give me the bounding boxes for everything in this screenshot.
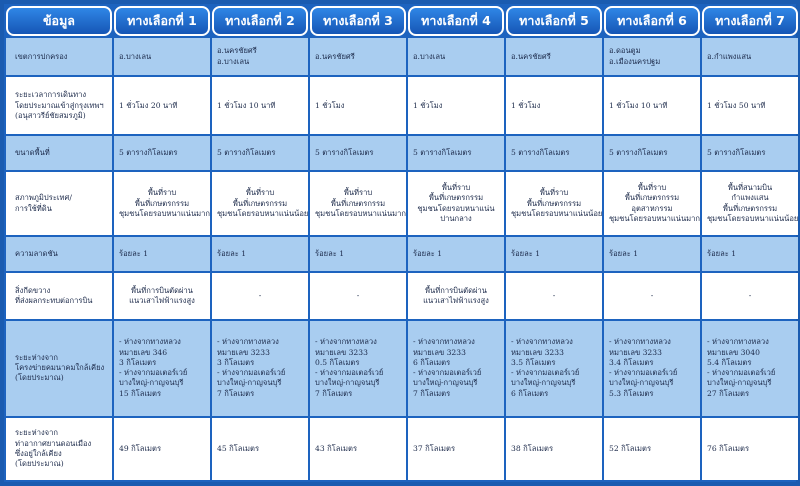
- cell-line: พื้นที่เกษตรกรรม: [232, 198, 288, 208]
- cell-line: 43 กิโลเมตร: [315, 443, 358, 453]
- cell-line: กำแพงแสน: [731, 193, 769, 203]
- cell-line: หมายเลข 3233: [609, 347, 662, 357]
- row-area: [6, 136, 798, 170]
- cell-line: 1 ชั่วโมง 20 นาที: [119, 100, 178, 110]
- cell-line: -: [356, 290, 360, 300]
- cell-line: อ.กำแพงแสน: [707, 51, 752, 61]
- cell-line: 5 ตารางกิโลเมตร: [119, 147, 178, 157]
- header-option-6: ทางเลือกที่ 6: [604, 6, 700, 36]
- cell-line: ร้อยละ 1: [217, 249, 247, 259]
- cell-obstacles-option-1: [114, 273, 210, 318]
- cell-terrain-option-5: [506, 172, 602, 235]
- cell-district-option-5: [506, 38, 602, 75]
- cell-distance-option-6: [604, 418, 700, 480]
- cell-line: - ห่างจากมอเตอร์เวย์: [217, 368, 286, 378]
- row-label-line: (โดยประมาณ): [15, 373, 64, 383]
- cell-line: 7 กิโลเมตร: [217, 388, 255, 398]
- cell-distance-option-3: [310, 418, 406, 480]
- cell-area-option-1: [114, 136, 210, 170]
- cell-line: พื้นที่เกษตรกรรม: [624, 193, 680, 203]
- row-label-line: เขตการปกครอง: [15, 51, 68, 61]
- cell-line: - ห่างจากมอเตอร์เวย์: [609, 368, 678, 378]
- cell-line: - ห่างจากทางหลวง: [413, 337, 475, 347]
- cell-line: อุตสาหกรรม: [631, 203, 673, 213]
- cell-line: ร้อยละ 1: [315, 249, 345, 259]
- cell-travel-time-option-4: [408, 77, 504, 134]
- site-comparison-table: [4, 4, 800, 482]
- cell-line: - ห่างจากทางหลวง: [217, 337, 279, 347]
- cell-line: 7 กิโลเมตร: [315, 388, 353, 398]
- cell-line: บางใหญ่-กาญจนบุรี: [119, 378, 184, 388]
- cell-transport-option-2: [212, 321, 308, 416]
- row-transport: [6, 321, 798, 416]
- cell-line: อ.นครชัยศรี: [217, 46, 257, 56]
- cell-line: บางใหญ่-กาญจนบุรี: [315, 378, 380, 388]
- cell-line: 1 ชั่วโมง 10 นาที: [217, 100, 276, 110]
- cell-slope-option-2: [212, 237, 308, 271]
- cell-line: อ.นครชัยศรี: [511, 51, 551, 61]
- cell-line: - ห่างจากมอเตอร์เวย์: [413, 368, 482, 378]
- cell-line: ชุมชนโดยรอบหนาแน่นมาก: [609, 213, 700, 223]
- row-label-line: ซึ่งอยู่ใกล้เคียง: [15, 448, 62, 458]
- cell-line: 5 ตารางกิโลเมตร: [511, 147, 570, 157]
- cell-line: 6 กิโลเมตร: [413, 357, 451, 367]
- header-row: [6, 6, 798, 36]
- row-label-distance: [6, 418, 112, 480]
- cell-line: - ห่างจากมอเตอร์เวย์: [511, 368, 580, 378]
- cell-district-option-2: [212, 38, 308, 75]
- cell-terrain-option-1: [114, 172, 210, 235]
- comparison-table-frame: [4, 4, 796, 482]
- cell-district-option-4: [408, 38, 504, 75]
- cell-distance-option-5: [506, 418, 602, 480]
- cell-travel-time-option-5: [506, 77, 602, 134]
- cell-line: -: [650, 290, 654, 300]
- cell-line: - ห่างจากมอเตอร์เวย์: [119, 368, 188, 378]
- cell-line: 3.4 กิโลเมตร: [609, 357, 654, 367]
- cell-terrain-option-3: [310, 172, 406, 235]
- cell-line: 52 กิโลเมตร: [609, 443, 652, 453]
- row-label-line: สภาพภูมิประเทศ/: [15, 193, 72, 203]
- cell-line: หมายเลข 3233: [217, 347, 270, 357]
- cell-line: - ห่างจากทางหลวง: [119, 337, 181, 347]
- cell-line: ชุมชนโดยรอบหนาแน่นน้อย: [511, 208, 602, 218]
- cell-slope-option-6: [604, 237, 700, 271]
- row-label-line: ท่าอากาศยานดอนเมือง: [15, 438, 92, 448]
- cell-line: อ.เมืองนครปฐม: [609, 56, 661, 66]
- row-label-area: [6, 136, 112, 170]
- cell-travel-time-option-7: [702, 77, 798, 134]
- row-label-travel-time: [6, 77, 112, 134]
- cell-line: บางใหญ่-กาญจนบุรี: [217, 378, 282, 388]
- cell-obstacles-option-2: [212, 273, 308, 318]
- cell-line: แนวเสาไฟฟ้าแรงสูง: [129, 295, 195, 305]
- cell-area-option-4: [408, 136, 504, 170]
- cell-slope-option-7: [702, 237, 798, 271]
- cell-line: หมายเลข 3233: [413, 347, 466, 357]
- cell-district-option-1: [114, 38, 210, 75]
- cell-distance-option-7: [702, 418, 798, 480]
- cell-obstacles-option-6: [604, 273, 700, 318]
- cell-line: หมายเลข 3233: [511, 347, 564, 357]
- header-option-2: ทางเลือกที่ 2: [212, 6, 308, 36]
- cell-line: ร้อยละ 1: [707, 249, 737, 259]
- cell-obstacles-option-7: [702, 273, 798, 318]
- cell-distance-option-1: [114, 418, 210, 480]
- cell-district-option-7: [702, 38, 798, 75]
- cell-line: พื้นที่เกษตรกรรม: [330, 198, 386, 208]
- row-obstacles: [6, 273, 798, 318]
- cell-slope-option-1: [114, 237, 210, 271]
- cell-line: 5.3 กิโลเมตร: [609, 388, 654, 398]
- cell-district-option-6: [604, 38, 700, 75]
- cell-line: อ.บางเลน: [413, 51, 446, 61]
- cell-line: พื้นที่เกษตรกรรม: [526, 198, 582, 208]
- row-label-obstacles: [6, 273, 112, 318]
- row-label-line: ความลาดชัน: [15, 249, 58, 259]
- row-terrain: [6, 172, 798, 235]
- cell-line: หมายเลข 346: [119, 347, 168, 357]
- cell-line: อ.นครชัยศรี: [315, 51, 355, 61]
- cell-line: 5 ตารางกิโลเมตร: [413, 147, 472, 157]
- cell-slope-option-3: [310, 237, 406, 271]
- row-label-line: (โดยประมาณ): [15, 459, 64, 469]
- cell-line: 38 กิโลเมตร: [511, 443, 554, 453]
- row-label-line: โดยประมาณเข้าสู่กรุงเทพฯ: [15, 100, 104, 110]
- row-label-district: [6, 38, 112, 75]
- cell-line: พื้นที่ราบ: [539, 188, 569, 198]
- cell-travel-time-option-3: [310, 77, 406, 134]
- cell-line: ร้อยละ 1: [119, 249, 149, 259]
- cell-line: 1 ชั่วโมง: [315, 100, 345, 110]
- cell-line: 76 กิโลเมตร: [707, 443, 750, 453]
- header-data: ข้อมูล: [6, 6, 112, 36]
- cell-line: อ.บางเลน: [119, 51, 152, 61]
- cell-line: -: [552, 290, 556, 300]
- row-label-line: ระยะห่างจาก: [15, 352, 58, 362]
- cell-line: ร้อยละ 1: [413, 249, 443, 259]
- row-label-line: การใช้ที่ดิน: [15, 203, 52, 213]
- cell-line: พื้นที่ราบ: [441, 183, 471, 193]
- cell-line: ชุมชนโดยรอบหนาแน่นน้อย: [707, 213, 798, 223]
- cell-line: พื้นที่การบินตัดผ่าน: [425, 285, 487, 295]
- cell-terrain-option-2: [212, 172, 308, 235]
- row-label-terrain: [6, 172, 112, 235]
- cell-line: พื้นที่ราบ: [637, 183, 667, 193]
- cell-line: บางใหญ่-กาญจนบุรี: [413, 378, 478, 388]
- cell-line: 49 กิโลเมตร: [119, 443, 162, 453]
- cell-line: - ห่างจากทางหลวง: [707, 337, 769, 347]
- table-body: [6, 38, 798, 480]
- cell-line: - ห่างจากมอเตอร์เวย์: [315, 368, 384, 378]
- cell-line: 6 กิโลเมตร: [511, 388, 549, 398]
- cell-line: ร้อยละ 1: [511, 249, 541, 259]
- cell-line: หมายเลข 3233: [315, 347, 368, 357]
- row-label-transport: [6, 321, 112, 416]
- cell-line: บางใหญ่-กาญจนบุรี: [609, 378, 674, 388]
- cell-line: พื้นที่ราบ: [147, 188, 177, 198]
- cell-line: - ห่างจากทางหลวง: [315, 337, 377, 347]
- cell-distance-option-4: [408, 418, 504, 480]
- cell-area-option-7: [702, 136, 798, 170]
- header-option-4: ทางเลือกที่ 4: [408, 6, 504, 36]
- cell-transport-option-4: [408, 321, 504, 416]
- cell-line: 45 กิโลเมตร: [217, 443, 260, 453]
- cell-transport-option-7: [702, 321, 798, 416]
- cell-line: 3.5 กิโลเมตร: [511, 357, 556, 367]
- cell-line: - ห่างจากทางหลวง: [511, 337, 573, 347]
- cell-obstacles-option-4: [408, 273, 504, 318]
- cell-distance-option-2: [212, 418, 308, 480]
- row-district: [6, 38, 798, 75]
- cell-line: อ.บางเลน: [217, 56, 250, 66]
- row-label-line: ขนาดพื้นที่: [15, 147, 50, 157]
- cell-line: พื้นที่เกษตรกรรม: [428, 193, 484, 203]
- cell-line: -: [258, 290, 262, 300]
- cell-line: พื้นที่สนามบิน: [727, 183, 773, 193]
- row-label-line: โครงข่ายคมนาคมใกล้เคียง: [15, 362, 105, 372]
- cell-line: ชุมชนโดยรอบหนาแน่น: [417, 203, 495, 213]
- cell-line: พื้นที่ราบ: [343, 188, 373, 198]
- cell-transport-option-3: [310, 321, 406, 416]
- header-option-1: ทางเลือกที่ 1: [114, 6, 210, 36]
- cell-area-option-5: [506, 136, 602, 170]
- cell-line: 1 ชั่วโมง 50 นาที: [707, 100, 766, 110]
- row-label-line: ที่ส่งผลกระทบต่อการบิน: [15, 295, 93, 305]
- cell-line: พื้นที่การบินตัดผ่าน: [131, 285, 193, 295]
- cell-line: 5 ตารางกิโลเมตร: [609, 147, 668, 157]
- header-option-7: ทางเลือกที่ 7: [702, 6, 798, 36]
- cell-area-option-3: [310, 136, 406, 170]
- cell-line: ร้อยละ 1: [609, 249, 639, 259]
- cell-line: บางใหญ่-กาญจนบุรี: [511, 378, 576, 388]
- cell-obstacles-option-3: [310, 273, 406, 318]
- cell-line: พื้นที่ราบ: [245, 188, 275, 198]
- cell-line: ชุมชนโดยรอบหนาแน่นมาก: [315, 208, 406, 218]
- cell-line: 3 กิโลเมตร: [217, 357, 255, 367]
- cell-line: หมายเลข 3040: [707, 347, 760, 357]
- cell-line: พื้นที่เกษตรกรรม: [722, 203, 778, 213]
- cell-line: 0.5 กิโลเมตร: [315, 357, 360, 367]
- cell-area-option-2: [212, 136, 308, 170]
- row-slope: [6, 237, 798, 271]
- cell-line: 5 ตารางกิโลเมตร: [707, 147, 766, 157]
- cell-terrain-option-4: [408, 172, 504, 235]
- cell-line: 3 กิโลเมตร: [119, 357, 157, 367]
- cell-line: 5.4 กิโลเมตร: [707, 357, 752, 367]
- row-distance: [6, 418, 798, 480]
- cell-line: 15 กิโลเมตร: [119, 388, 162, 398]
- cell-line: พื้นที่เกษตรกรรม: [134, 198, 190, 208]
- row-label-line: (อนุสาวรีย์ชัยสมรภูมิ): [15, 110, 86, 120]
- row-travel-time: [6, 77, 798, 134]
- cell-line: 1 ชั่วโมง: [413, 100, 443, 110]
- cell-terrain-option-7: [702, 172, 798, 235]
- cell-district-option-3: [310, 38, 406, 75]
- cell-line: - ห่างจากมอเตอร์เวย์: [707, 368, 776, 378]
- cell-line: 7 กิโลเมตร: [413, 388, 451, 398]
- cell-area-option-6: [604, 136, 700, 170]
- cell-line: - ห่างจากทางหลวง: [609, 337, 671, 347]
- row-label-line: สิ่งกีดขวาง: [15, 285, 51, 295]
- cell-transport-option-6: [604, 321, 700, 416]
- cell-line: ปานกลาง: [440, 213, 472, 223]
- cell-travel-time-option-2: [212, 77, 308, 134]
- cell-line: 5 ตารางกิโลเมตร: [217, 147, 276, 157]
- cell-line: 1 ชั่วโมง 10 นาที: [609, 100, 668, 110]
- cell-travel-time-option-1: [114, 77, 210, 134]
- cell-line: ชุมชนโดยรอบหนาแน่นน้อย: [217, 208, 308, 218]
- cell-transport-option-5: [506, 321, 602, 416]
- cell-line: 1 ชั่วโมง: [511, 100, 541, 110]
- cell-obstacles-option-5: [506, 273, 602, 318]
- header-option-3: ทางเลือกที่ 3: [310, 6, 406, 36]
- cell-line: -: [748, 290, 752, 300]
- cell-line: อ.ดอนตูม: [609, 46, 641, 56]
- header-option-5: ทางเลือกที่ 5: [506, 6, 602, 36]
- row-label-line: ระยะห่างจาก: [15, 428, 58, 438]
- cell-line: แนวเสาไฟฟ้าแรงสูง: [423, 295, 489, 305]
- cell-travel-time-option-6: [604, 77, 700, 134]
- cell-line: บางใหญ่-กาญจนบุรี: [707, 378, 772, 388]
- cell-slope-option-4: [408, 237, 504, 271]
- row-label-slope: [6, 237, 112, 271]
- cell-transport-option-1: [114, 321, 210, 416]
- row-label-line: ระยะเวลาการเดินทาง: [15, 90, 87, 100]
- cell-line: 27 กิโลเมตร: [707, 388, 750, 398]
- cell-terrain-option-6: [604, 172, 700, 235]
- cell-line: ชุมชนโดยรอบหนาแน่นมาก: [119, 208, 210, 218]
- cell-line: 37 กิโลเมตร: [413, 443, 456, 453]
- cell-slope-option-5: [506, 237, 602, 271]
- cell-line: 5 ตารางกิโลเมตร: [315, 147, 374, 157]
